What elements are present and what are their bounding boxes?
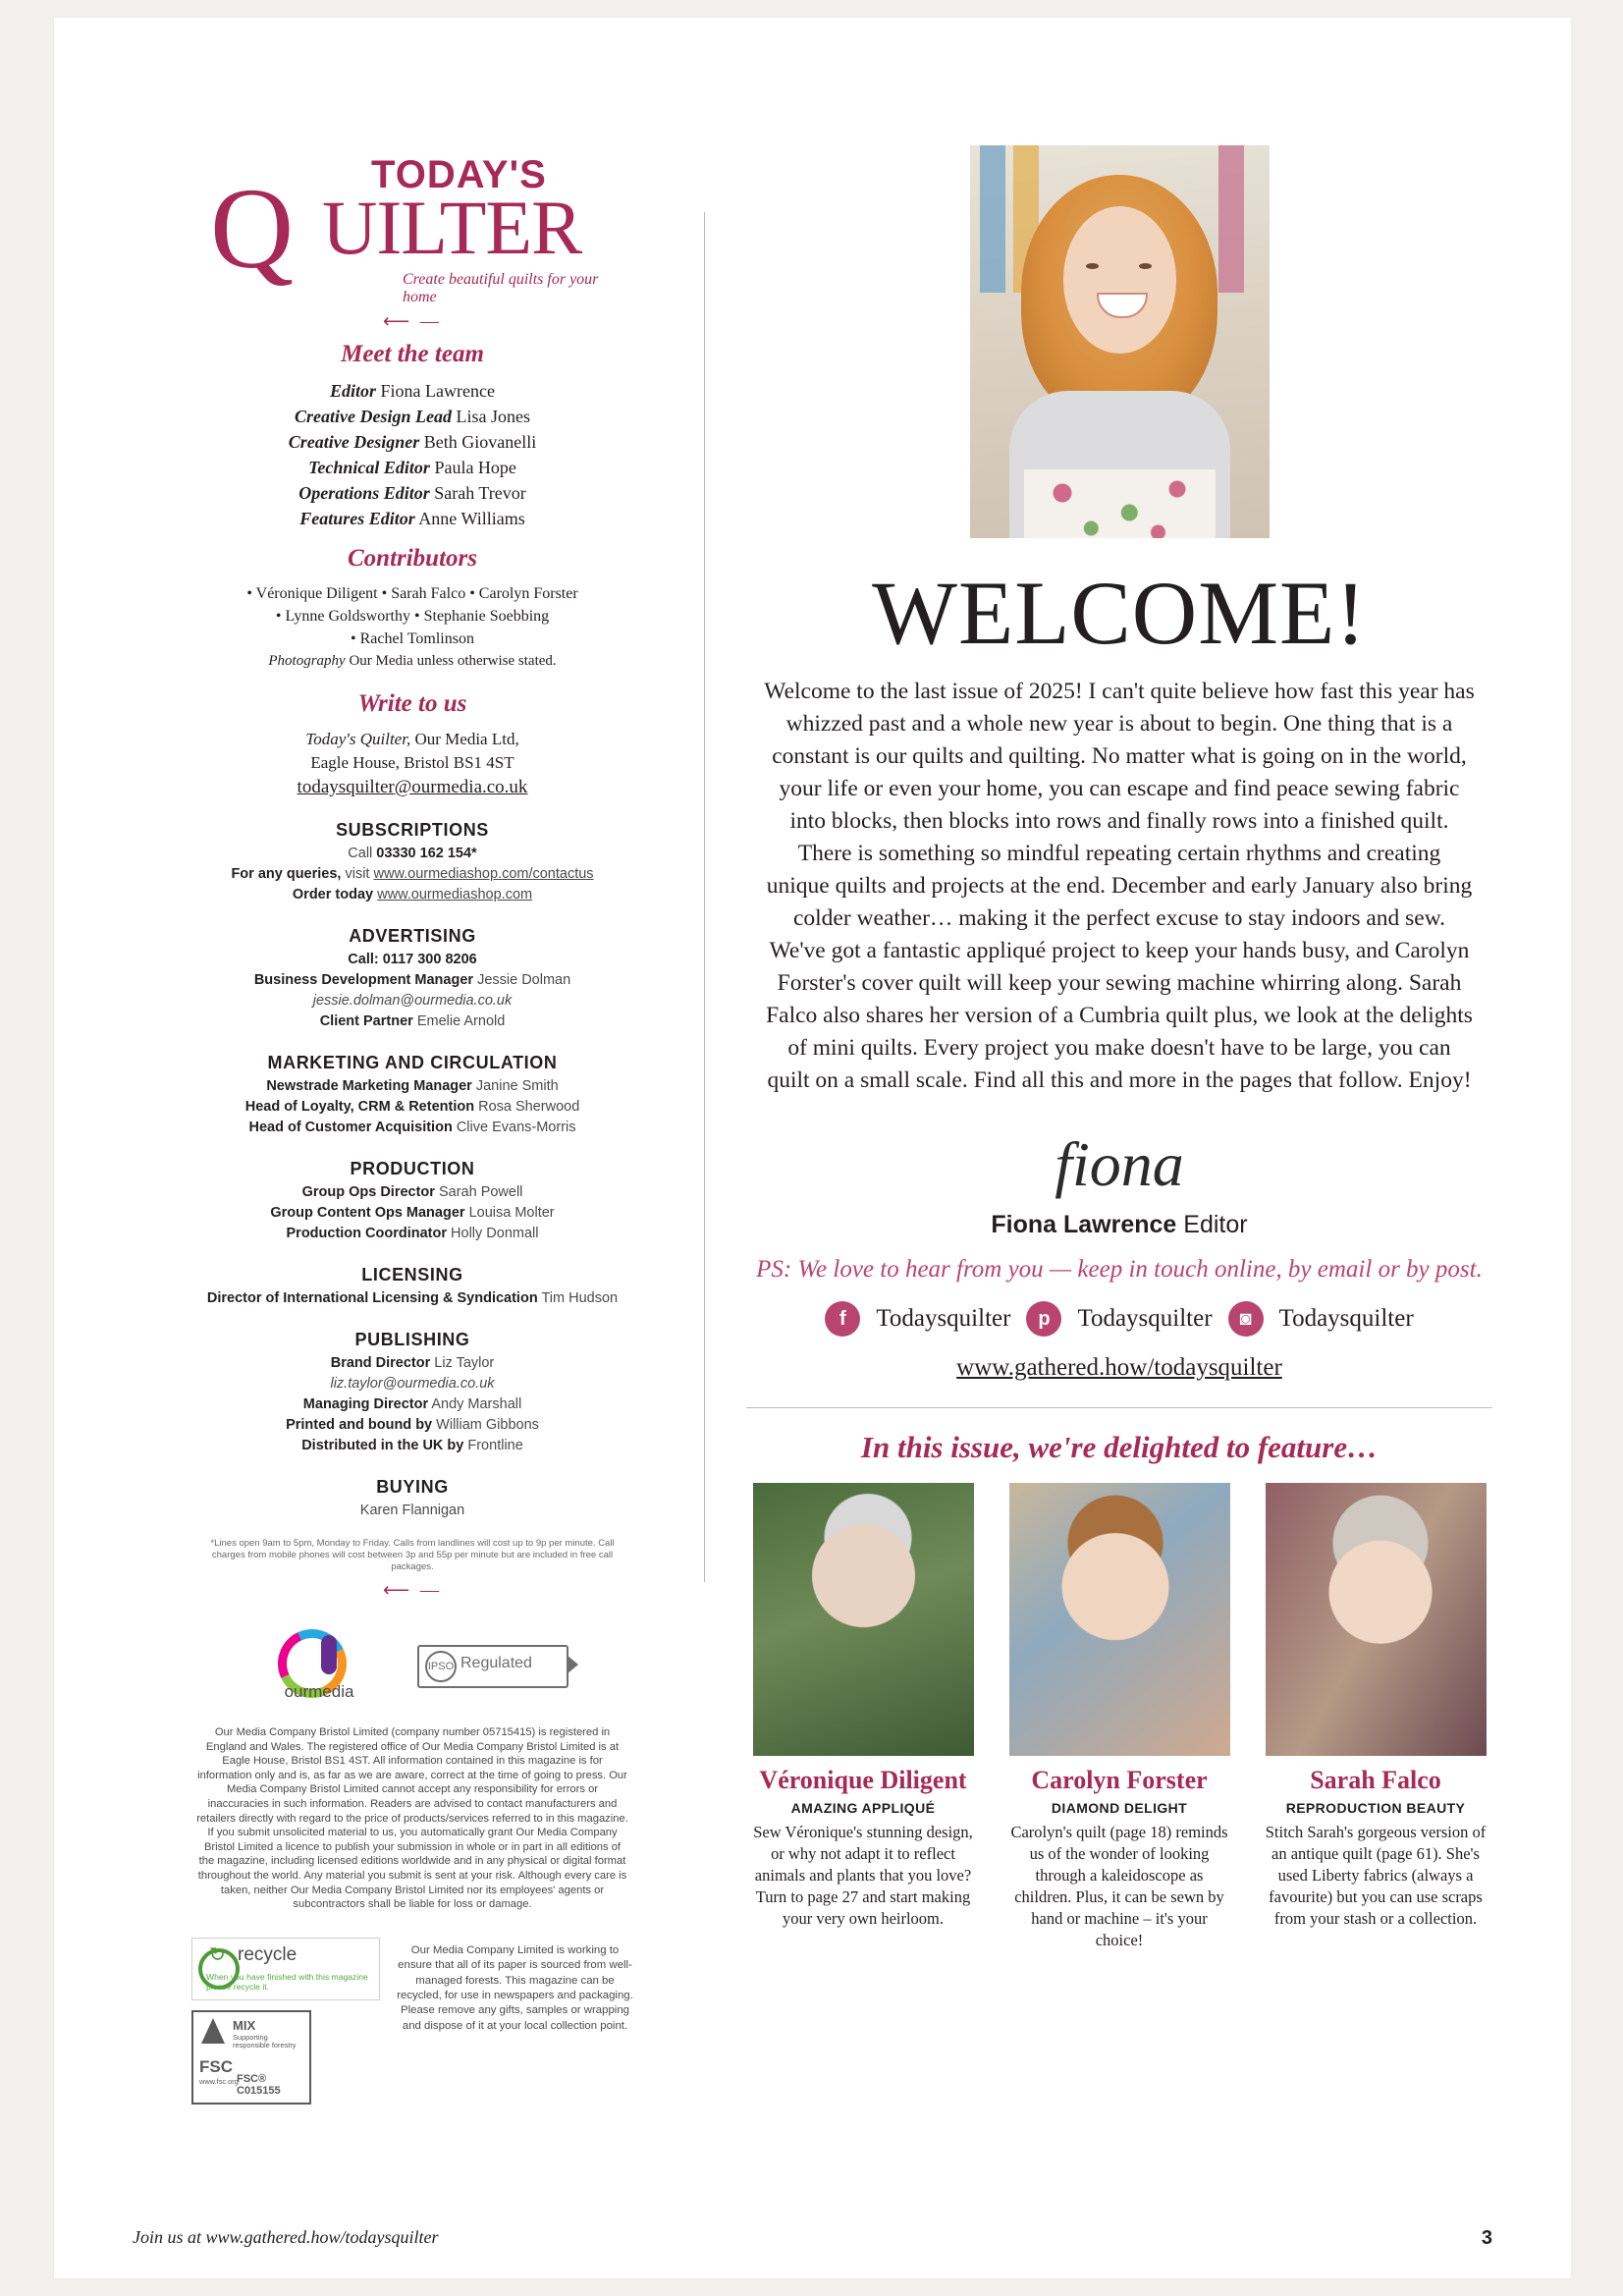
bdm-name: Jessie Dolman (477, 972, 571, 988)
team-member (191, 480, 633, 506)
advertising-bdm (191, 971, 633, 990)
features-row (746, 1483, 1492, 1951)
role-name: Louisa Molter (468, 1205, 555, 1221)
brand-director-email[interactable]: liz.taylor@ourmedia.co.uk (330, 1376, 495, 1392)
contributors-list (191, 582, 633, 673)
role-label: Distributed in the UK by (301, 1438, 464, 1453)
team-role: Operations Editor (298, 483, 430, 503)
welcome-body: Welcome to the last issue of 2025! I can't quite believe how fast this year has whizzed past and a whole new year is about to begin. One thing that is a constant is our quilts and quilting. No matter what is going on in the world, your life or even your home, you can escape and find peace sewing fabric into blocks, then blocks into rows and finally rows into a finished quilt. There is something so mindful repeating certain rhythms and creating unique quilts and projects at the end. December and early January also bring colder weather… making it the perfect excuse to stay indoors and sew. We've got a fantastic appliqué project to keep your hands busy, and Carolyn Forster's cover quilt will keep your sewing machine whirring along. Sarah Falco also shares her version of a Cumbria quilt plus, we look at the delights of mini quilts. Every project you make doesn't have to be large, you can quilt on a small scale. Find all this and more in the pages that follow. Enjoy! (764, 679, 1475, 1093)
subscriptions-queries (191, 865, 633, 884)
buying-heading: BUYING (376, 1477, 449, 1497)
write-to-us-heading: Write to us (357, 690, 467, 717)
team-role: Editor (330, 381, 377, 401)
team-role: Creative Designer (288, 432, 420, 452)
team-name: Lisa Jones (456, 407, 530, 426)
contactus-link[interactable]: www.ourmediashop.com/contactus (373, 866, 594, 882)
portrait-quilt-background (1024, 469, 1216, 538)
fsc-tree-icon (201, 2018, 225, 2044)
page-number: 3 (1481, 2227, 1492, 2249)
fsc-sub-label: Supporting responsible forestry (233, 2032, 297, 2050)
address-line: Eagle House, Bristol BS1 4ST (310, 753, 514, 772)
role-label: Managing Director (302, 1396, 429, 1412)
recycle-title: recycle (238, 1943, 298, 1965)
marketing-row (191, 1098, 633, 1117)
instagram-icon[interactable]: ◙ (1228, 1301, 1264, 1337)
cp-label: Client Partner (319, 1013, 413, 1029)
portrait-stripe (980, 145, 1005, 293)
bdm-email[interactable]: jessie.dolman@ourmedia.co.uk (312, 993, 513, 1009)
social-links (746, 1301, 1492, 1337)
address-company: Our Media Ltd, (414, 730, 519, 748)
ourmedia-logo (260, 1629, 378, 1702)
recycle-badges (191, 1938, 383, 2105)
signature-script: fiona (1055, 1129, 1184, 1199)
queries-label: For any queries, (231, 866, 342, 882)
logo-q: Q (210, 164, 295, 293)
feature-name: Carolyn Forster (1031, 1766, 1208, 1794)
feature-subtitle: REPRODUCTION BEAUTY (1285, 1800, 1466, 1816)
postscript: PS: We love to hear from you — keep in touch online, by email or by post. (756, 1256, 1483, 1283)
role-name: Sarah Powell (438, 1184, 523, 1200)
feature-card (1009, 1483, 1230, 1951)
portrait-eye (1139, 263, 1152, 269)
features-heading: In this issue, we're delighted to feature… (860, 1430, 1379, 1464)
facebook-handle[interactable]: Todaysquilter (876, 1305, 1011, 1332)
photography-text: Our Media unless otherwise stated. (349, 653, 557, 669)
role-label: Newstrade Marketing Manager (266, 1078, 472, 1094)
magazine-page (54, 18, 1571, 2278)
licensing-row (191, 1289, 633, 1308)
role-label: Head of Customer Acquisition (248, 1120, 453, 1135)
pinterest-handle[interactable]: Todaysquilter (1077, 1305, 1213, 1332)
role-name: Holly Donmall (451, 1226, 539, 1241)
advertising-cp (191, 1012, 633, 1031)
logo-quilter: UILTER (322, 185, 582, 270)
fsc-mix-label: MIX (233, 2017, 256, 2033)
cp-name: Emelie Arnold (416, 1013, 506, 1029)
buying-block (191, 1477, 633, 1520)
recycle-section (191, 1938, 633, 2105)
recycle-subtitle: When you have finished with this magazine please recycle it. (206, 1971, 368, 1992)
ipso-logo (417, 1645, 565, 1686)
licensing-block (191, 1265, 633, 1308)
publisher-logos (191, 1629, 633, 1702)
team-member (191, 404, 633, 429)
instagram-handle[interactable]: Todaysquilter (1278, 1305, 1414, 1332)
pinterest-icon[interactable]: p (1026, 1301, 1061, 1337)
marketing-row (191, 1077, 633, 1096)
team-name: Paula Hope (434, 458, 516, 477)
publishing-row (191, 1395, 633, 1414)
recycle-arrow-icon: ↻ (209, 1943, 226, 1966)
feature-card (1266, 1483, 1487, 1951)
marketing-row (191, 1119, 633, 1137)
contributors-heading: Contributors (347, 545, 477, 572)
editor-portrait (970, 145, 1270, 538)
call-number: 03330 162 154* (376, 846, 477, 861)
contributors-line-3: • Rachel Tomlinson (351, 630, 474, 647)
advertising-block (191, 926, 633, 1031)
photography-label: Photography (268, 653, 346, 669)
team-name: Anne Williams (418, 509, 525, 528)
marketing-block (191, 1053, 633, 1137)
portrait-stripe (1218, 145, 1244, 293)
logo-todays: TODAY'S (371, 153, 547, 196)
feature-card (753, 1483, 974, 1951)
facebook-icon[interactable]: f (825, 1301, 860, 1337)
team-name: Sarah Trevor (434, 483, 526, 503)
ourmedia-wordmark: ourmedia (284, 1682, 354, 1701)
signature-role: Editor (1183, 1211, 1248, 1238)
marketing-heading: MARKETING AND CIRCULATION (267, 1053, 558, 1072)
ad-call-number: 0117 300 8206 (382, 952, 477, 967)
publishing-row (191, 1437, 633, 1455)
role-name: William Gibbons (436, 1417, 539, 1433)
subscriptions-block (191, 820, 633, 904)
order-label: Order today (292, 887, 374, 902)
role-label: Director of International Licensing & Syndication (206, 1290, 538, 1306)
ipso-label: Regulated (460, 1655, 532, 1671)
footer-note: Join us at www.gathered.how/todaysquilter (133, 2227, 439, 2247)
feature-name: Sarah Falco (1310, 1766, 1441, 1794)
welcome-column (746, 145, 1492, 1951)
signature-line (991, 1211, 1247, 1239)
feature-photo (1266, 1483, 1487, 1756)
call-charges-footnote: *Lines open 9am to 5pm, Monday to Friday. Calls from landlines will cost up to 9p per minute. Call charges from mobile phones will cost between 3p and 55p per minute but are included in free call packages. (210, 1538, 615, 1572)
shop-link[interactable]: www.ourmediashop.com (377, 887, 533, 902)
portrait-eye (1086, 263, 1099, 269)
recycle-paragraph: Our Media Company Limited is working to ensure that all of its paper is sourced from well-managed forests. This magazine can be recycled, for use in newspapers and packaging. Please remove any gifts, samples or wrapping and dispose of it at your local collection point. (397, 1943, 633, 2032)
feature-name: Véronique Diligent (759, 1766, 967, 1794)
buying-name: Karen Flannigan (359, 1503, 465, 1518)
subscriptions-order (191, 886, 633, 904)
role-name: Frontline (467, 1438, 523, 1453)
team-member (191, 429, 633, 455)
address-magazine: Today's Quilter, (305, 730, 411, 748)
legal-text: Our Media Company Bristol Limited (company number 05715415) is registered in England and Wales. The registered office of Our Media Company Bristol Limited is at Eagle House, Bristol BS1 4ST. All information contained in this magazine is for information only and is, as far as we are aware, correct at the time of going to press. Our Media Company Bristol Limited cannot accept any responsibility for errors or inaccuracies in such information. Readers are advised to contact manufacturers and retailers directly with regard to the price of products/services referred to in this magazine. If you submit unsolicited material to us, you automatically grant Our Media Company Bristol Limited a licence to publish your submission in whole or in part in all editions of the magazine, including licensed editions worldwide and in any physical or digital format throughout the world. Any material you submit is sent at your risk. Although every care is taken, neither Our Media Company Bristol Limited nor its employees' agents or subcontractors shall be liable for loss or damage. (196, 1726, 628, 1911)
website-link[interactable]: www.gathered.how/todaysquilter (956, 1354, 1282, 1381)
welcome-title: WELCOME! (872, 563, 1367, 663)
team-role: Technical Editor (308, 458, 430, 477)
publishing-row (191, 1354, 633, 1373)
fsc-code: FSC® C015155 (237, 2072, 281, 2097)
feature-subtitle: DIAMOND DELIGHT (1051, 1800, 1188, 1816)
call-label: Call (348, 846, 373, 861)
team-member (191, 378, 633, 404)
role-label: Production Coordinator (286, 1226, 448, 1241)
ornament-bottom: ⟵ ― (383, 1580, 442, 1601)
role-label: Brand Director (330, 1355, 431, 1371)
section-divider (746, 1407, 1492, 1408)
role-name: Rosa Sherwood (478, 1099, 580, 1115)
advertising-call (191, 951, 633, 969)
role-name: Janine Smith (475, 1078, 559, 1094)
publishing-block (191, 1330, 633, 1455)
masthead-column (191, 145, 633, 2105)
team-member (191, 506, 633, 531)
feature-body: Sew Véronique's stunning design, or why not adapt it to reflect animals and plants that you love? Turn to page 27 and start making your very own heirloom. (753, 1823, 973, 1928)
team-role: Creative Design Lead (295, 407, 452, 426)
recycle-badge (191, 1938, 380, 2000)
team-name: Beth Giovanelli (423, 432, 537, 452)
contributors-line-2: • Lynne Goldsworthy • Stephanie Soebbing (275, 608, 550, 625)
feature-body: Stitch Sarah's gorgeous version of an antique quilt (page 61). She's used Liberty fabrics (always a favourite) but you can use scraps from your stash or a collection. (1265, 1823, 1487, 1928)
page-content (133, 96, 1492, 2198)
publishing-heading: PUBLISHING (354, 1330, 470, 1349)
ipso-mark-icon: IPSO (425, 1651, 457, 1682)
production-row (191, 1225, 633, 1243)
team-role: Features Editor (299, 509, 415, 528)
feature-subtitle: AMAZING APPLIQUÉ (790, 1800, 936, 1816)
role-label: Group Ops Director (301, 1184, 435, 1200)
queries-text: visit (345, 866, 370, 882)
production-heading: PRODUCTION (350, 1159, 475, 1178)
contributors-line-1: • Véronique Diligent • Sarah Falco • Carolyn Forster (246, 585, 578, 602)
production-block (191, 1159, 633, 1243)
contact-email-link[interactable]: todaysquilter@ourmedia.co.uk (297, 777, 528, 797)
write-to-us-address (191, 728, 633, 775)
ourmedia-bar-icon (321, 1635, 337, 1674)
fsc-website: www.fsc.org (199, 2076, 239, 2086)
team-member (191, 455, 633, 480)
magazine-logo (206, 145, 619, 305)
column-divider (704, 212, 705, 1582)
role-label: Head of Loyalty, CRM & Retention (244, 1099, 475, 1115)
editor-signature (746, 1122, 1492, 1250)
licensing-heading: LICENSING (361, 1265, 463, 1285)
fsc-wordmark: FSC (199, 2056, 233, 2076)
role-name: Liz Taylor (434, 1355, 495, 1371)
advertising-heading: ADVERTISING (349, 926, 476, 946)
portrait-face (1063, 206, 1176, 354)
subscriptions-heading: SUBSCRIPTIONS (336, 820, 489, 840)
photography-credit (191, 650, 633, 673)
meet-the-team-heading: Meet the team (341, 341, 484, 367)
subscriptions-call (191, 845, 633, 863)
feature-body: Carolyn's quilt (page 18) reminds us of the wonder of looking through a kaleidoscope as children. Plus, it can be sewn by hand or machine – it's your choice! (1010, 1823, 1228, 1949)
team-name: Fiona Lawrence (380, 381, 495, 401)
role-label: Printed and bound by (286, 1417, 433, 1433)
signature-name: Fiona Lawrence (991, 1211, 1177, 1238)
ornament-top: ⟵ ― (383, 311, 442, 332)
production-row (191, 1183, 633, 1202)
bdm-label: Business Development Manager (253, 972, 474, 988)
logo-tagline: Create beautiful quilts for your home (403, 271, 599, 305)
feature-photo (1009, 1483, 1230, 1756)
fsc-badge (191, 2010, 311, 2105)
role-name: Clive Evans-Morris (456, 1120, 576, 1135)
publishing-row (191, 1416, 633, 1435)
production-row (191, 1204, 633, 1223)
role-label: Group Content Ops Manager (270, 1205, 465, 1221)
ad-call-label: Call: (348, 952, 379, 967)
role-name: Andy Marshall (431, 1396, 522, 1412)
feature-photo (753, 1483, 974, 1756)
role-name: Tim Hudson (541, 1290, 619, 1306)
